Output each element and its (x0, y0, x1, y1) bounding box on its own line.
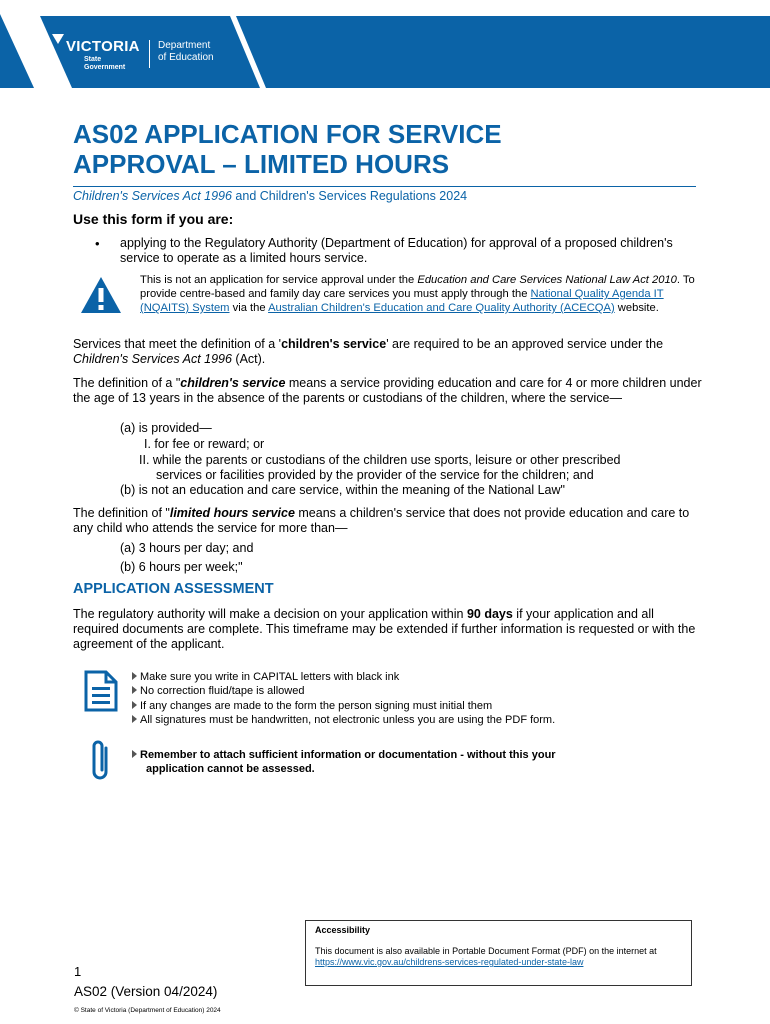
accessibility-heading: Accessibility (315, 925, 371, 935)
warning-icon (80, 276, 122, 314)
accessibility-text: This document is also available in Portable Document Format (PDF) on the internet at https://www.vic.gov.au/childrens-services-regulated-under-state-law (315, 946, 657, 967)
arrow-icon (132, 701, 137, 709)
title-divider (73, 186, 696, 187)
acecqa-link[interactable]: Australian Children's Education and Care Quality Authority (ACECQA) (268, 302, 615, 314)
nqaits-link[interactable]: National Quality Agenda IT (NQAITS) System (140, 288, 664, 314)
assessment-heading: APPLICATION ASSESSMENT (73, 581, 274, 597)
attachment-reminder: Remember to attach sufficient information or documentation - without this your application cannot be assessed. (132, 748, 692, 776)
header-band (0, 0, 770, 88)
arrow-icon (132, 672, 137, 680)
warning-notice: This is not an application for service approval under the Education and Care Services National Law Act 2010. To provide centre-based and family day care services you must apply through the National Quality Agenda IT (NQAITS) System via the Australian Children's Education and Care Quality Authority (ACECQA) website. (140, 274, 695, 314)
list-item: If any changes are made to the form the person signing must initial them (132, 699, 555, 713)
limited-hours-definition: The definition of "limited hours service means a children's service that does not provide education and care to any child who attends the service for more than— (73, 506, 690, 535)
definition-item-b: (b) is not an education and care service, within the meaning of the National Law" (120, 483, 565, 497)
version-label: AS02 (Version 04/2024) (74, 984, 218, 999)
use-form-bullet: applying to the Regulatory Authority (Department of Education) for approval of a proposed children's service to operate as a limited hours service. (120, 236, 673, 265)
paperclip-icon (88, 740, 116, 784)
victoria-logo: VICTORIA (66, 38, 140, 55)
bullet-dot: • (95, 236, 100, 251)
copyright: © State of Victoria (Department of Education) 2024 (74, 1007, 221, 1014)
service-definition-paragraph: Services that meet the definition of a 'children's service' are required to be an approved service under the Children's Services Act 1996 (Act). (73, 337, 664, 366)
arrow-icon (132, 750, 137, 758)
accessibility-link[interactable]: https://www.vic.gov.au/childrens-services-regulated-under-state-law (315, 957, 584, 967)
page-number: 1 (74, 964, 82, 979)
definition-item-a: (a) is provided— (120, 421, 212, 435)
document-icon (84, 670, 118, 712)
definition-item-ii: II. while the parents or custodians of the children use sports, leisure or other prescribed (139, 453, 621, 467)
arrow-icon (132, 686, 137, 694)
instruction-list (132, 670, 555, 728)
use-form-heading: Use this form if you are: (73, 211, 234, 227)
list-item: All signatures must be handwritten, not electronic unless you are using the PDF form. (132, 713, 555, 727)
arrow-icon (132, 715, 137, 723)
department-label: Department of Education (158, 40, 214, 63)
list-item: Make sure you write in CAPITAL letters with black ink (132, 670, 555, 684)
definition-item-ii-cont: services or facilities provided by the provider of the service for the children; and (156, 468, 594, 482)
logo-divider (149, 40, 150, 68)
childrens-service-definition: The definition of a "children's service means a service providing education and care for 4 or more children under the age of 13 years in the absence of the parents or custodians of the children, where the service— (73, 376, 702, 405)
page-title: AS02 APPLICATION FOR SERVICE APPROVAL – LIMITED HOURS (73, 119, 502, 179)
assessment-paragraph: The regulatory authority will make a decision on your application within 90 days if your application and all required documents are complete. This timeframe may be extended if further information is requested or with the agreement of the applicant. (73, 607, 696, 651)
state-government-label: State Government (84, 56, 126, 71)
limited-hours-item-a: (a) 3 hours per day; and (120, 541, 254, 555)
accessibility-box (305, 920, 692, 986)
subtitle: Children's Services Act 1996 and Children's Services Regulations 2024 (73, 189, 468, 203)
limited-hours-item-b: (b) 6 hours per week;" (120, 560, 243, 574)
definition-item-i: I. for fee or reward; or (144, 437, 265, 451)
list-item: No correction fluid/tape is allowed (132, 684, 555, 698)
